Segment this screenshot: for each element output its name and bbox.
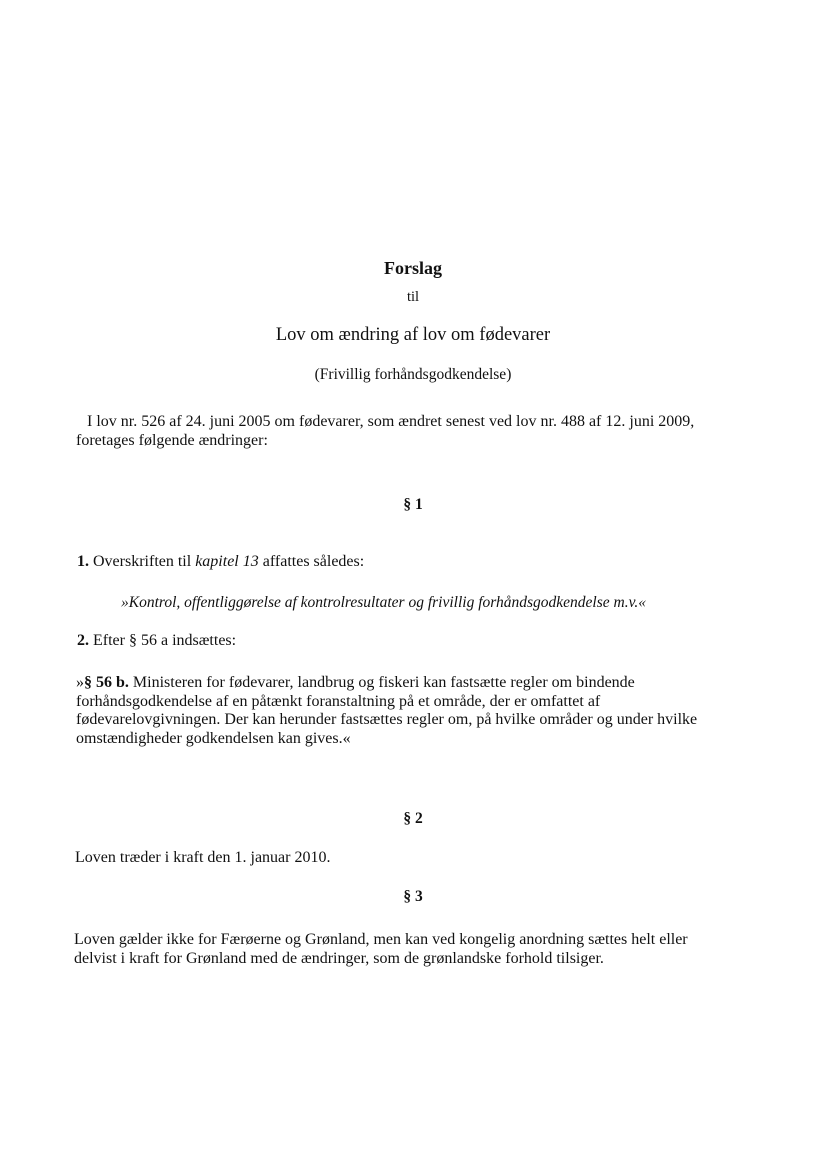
amendment-item-1: [77, 553, 364, 571]
para-56b-prefix: »: [76, 674, 84, 691]
item-1-text-before: Overskriften til: [89, 553, 196, 570]
intro-paragraph: [76, 412, 776, 450]
item-1-emphasis: kapitel 13: [195, 553, 259, 570]
section-3-line-2: delvist i kraft for Grønland med de ændringer, som de grønlandske forhold tilsiger.: [74, 950, 604, 967]
document-title: Forslag: [384, 258, 442, 278]
intro-line-1: I lov nr. 526 af 24. juni 2005 om fødevarer, som ændret senest ved lov nr. 488 af 12. juni 2009,: [87, 413, 695, 430]
intro-line-2: foretages følgende ændringer:: [76, 432, 268, 449]
item-2-text: Efter § 56 a indsættes:: [89, 632, 237, 649]
law-name: Lov om ændring af lov om fødevarer: [275, 325, 551, 345]
para-56b-label: § 56 b.: [84, 674, 129, 691]
item-1-text-after: affattes således:: [258, 553, 365, 570]
law-subtitle: (Frivillig forhåndsgodkendelse): [314, 366, 512, 383]
para-56b-line-1-text: Ministeren for fødevarer, landbrug og fiskeri kan fastsætte regler om bindende: [128, 674, 635, 691]
item-2-number: 2.: [77, 632, 89, 649]
para-56b-line-1: [76, 674, 776, 693]
section-2-heading: § 2: [403, 810, 423, 827]
section-1-heading: § 1: [403, 496, 423, 513]
section-3-line-1: Loven gælder ikke for Færøerne og Grønland, men kan ved kongelig anordning sættes helt eller: [74, 931, 688, 948]
para-56b-line-4: omstændigheder godkendelsen kan gives.«: [76, 729, 351, 747]
section-3-text: [74, 930, 774, 968]
chapter-heading-quote: »Kontrol, offentliggørelse af kontrolresultater og frivillig forhåndsgodkendelse m.v.«: [121, 594, 646, 611]
title-connector: til: [406, 289, 420, 305]
amendment-item-2: [77, 632, 236, 650]
item-1-number: 1.: [77, 553, 89, 570]
paragraph-56b: [76, 674, 776, 748]
section-3-heading: § 3: [403, 888, 423, 905]
section-2-text: Loven træder i kraft den 1. januar 2010.: [75, 849, 331, 866]
para-56b-line-3: fødevarelovgivningen. Der kan herunder fastsættes regler om, på hvilke områder og under hvilke: [76, 711, 698, 728]
para-56b-line-2: forhåndsgodkendelse af en påtænkt foranstaltning på et område, der er omfattet af: [76, 692, 601, 710]
